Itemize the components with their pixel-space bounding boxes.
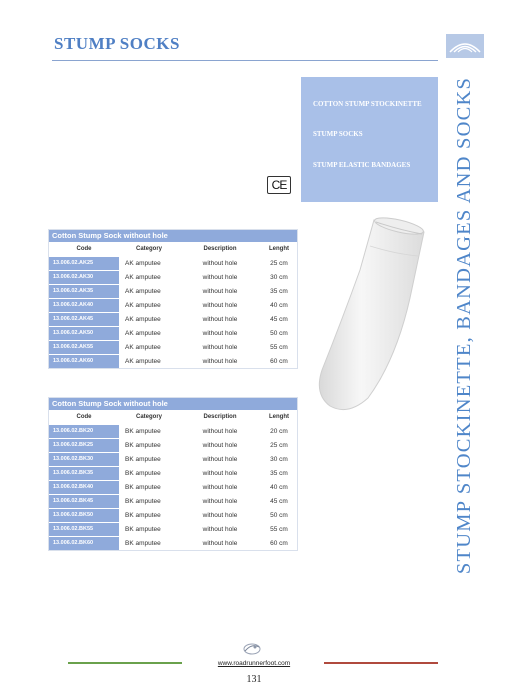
cell-length: 50 cm [270, 329, 288, 337]
cell-code: 13.006.02.BK55 [49, 523, 119, 536]
table-title: Cotton Stump Sock without hole [49, 230, 297, 242]
cell-length: 40 cm [270, 301, 288, 309]
side-title-text: STUMP STOCKINETTE, BANDAGES AND SOCKS [453, 76, 476, 574]
header-length: Lenght [269, 414, 289, 420]
cell-length: 60 cm [270, 357, 288, 365]
table-row [49, 536, 297, 550]
product-table-bk [48, 397, 298, 551]
cell-category: BK amputee [125, 441, 161, 449]
cell-code: 13.006.02.AK50 [49, 327, 119, 340]
table-row [49, 312, 297, 326]
table-row [49, 494, 297, 508]
cell-code: 13.006.02.BK30 [49, 453, 119, 466]
cell-description: without hole [202, 315, 238, 323]
cell-code: 13.006.02.BK45 [49, 495, 119, 508]
header-description: Description [203, 246, 237, 252]
cell-length: 20 cm [270, 427, 288, 435]
cell-description: without hole [202, 539, 238, 547]
table-header [49, 242, 297, 256]
cell-description: without hole [202, 329, 238, 337]
cell-category: AK amputee [125, 259, 161, 267]
cell-code: 13.006.02.AK45 [49, 313, 119, 326]
cell-description: without hole [202, 497, 238, 505]
table-row [49, 424, 297, 438]
header-description: Description [203, 414, 237, 420]
table-row [49, 326, 297, 340]
cell-length: 30 cm [270, 455, 288, 463]
menu-item-cotton-stump-stockinette[interactable]: COTTON STUMP STOCKINETTE [313, 100, 422, 108]
cell-category: AK amputee [125, 315, 161, 323]
table-row [49, 508, 297, 522]
cell-code: 13.006.02.AK30 [49, 271, 119, 284]
cell-description: without hole [202, 357, 238, 365]
cell-code: 13.006.02.AK55 [49, 341, 119, 354]
cell-length: 55 cm [270, 343, 288, 351]
header-category: Category [135, 414, 162, 420]
cell-category: AK amputee [125, 357, 161, 365]
cell-length: 45 cm [270, 497, 288, 505]
header-code: Code [76, 245, 92, 252]
cell-category: BK amputee [125, 525, 161, 533]
table-row [49, 466, 297, 480]
cell-description: without hole [202, 525, 238, 533]
cell-description: without hole [202, 455, 238, 463]
cell-category: BK amputee [125, 497, 161, 505]
header-length: Lenght [269, 246, 289, 252]
cell-category: AK amputee [125, 329, 161, 337]
footer-website-link[interactable]: www.roadrunnerfoot.com [217, 660, 291, 667]
table-row [49, 522, 297, 536]
cell-code: 13.006.02.BK60 [49, 537, 119, 550]
section-side-title [449, 65, 481, 585]
cell-code: 13.006.02.AK35 [49, 285, 119, 298]
stump-sock-image [312, 210, 432, 420]
table-row [49, 340, 297, 354]
product-table-ak [48, 229, 298, 369]
cell-length: 25 cm [270, 259, 288, 267]
cell-category: BK amputee [125, 455, 161, 463]
cell-description: without hole [202, 483, 238, 491]
menu-item-stump-elastic-bandages[interactable]: STUMP ELASTIC BANDAGES [313, 161, 411, 169]
menu-item-stump-socks[interactable]: STUMP SOCKS [313, 130, 363, 138]
cell-category: BK amputee [125, 469, 161, 477]
cell-code: 13.006.02.BK35 [49, 467, 119, 480]
cell-code: 13.006.02.BK40 [49, 481, 119, 494]
category-menu [301, 77, 438, 202]
table-row [49, 354, 297, 368]
table-row [49, 480, 297, 494]
cell-category: BK amputee [125, 539, 161, 547]
cell-description: without hole [202, 273, 238, 281]
cell-length: 35 cm [270, 287, 288, 295]
cell-category: BK amputee [125, 483, 161, 491]
cell-category: AK amputee [125, 343, 161, 351]
roadrunner-logo-icon [241, 641, 263, 656]
cell-length: 35 cm [270, 469, 288, 477]
page-title: STUMP SOCKS [54, 34, 180, 53]
cell-length: 25 cm [270, 441, 288, 449]
table-title: Cotton Stump Sock without hole [49, 398, 297, 410]
cell-category: AK amputee [125, 273, 161, 281]
cell-description: without hole [202, 287, 238, 295]
cell-description: without hole [202, 259, 238, 267]
cell-category: BK amputee [125, 427, 161, 435]
table-row [49, 270, 297, 284]
cell-code: 13.006.02.BK50 [49, 509, 119, 522]
cell-code: 13.006.02.BK25 [49, 439, 119, 452]
table-row [49, 298, 297, 312]
cell-length: 50 cm [270, 511, 288, 519]
cell-category: BK amputee [125, 511, 161, 519]
cell-description: without hole [202, 427, 238, 435]
cell-code: 13.006.02.BK20 [49, 425, 119, 438]
cell-category: AK amputee [125, 287, 161, 295]
ce-mark-icon: CE [267, 176, 291, 194]
cell-description: without hole [202, 469, 238, 477]
cell-description: without hole [202, 511, 238, 519]
table-row [49, 452, 297, 466]
cell-code: 13.006.02.AK40 [49, 299, 119, 312]
table-row [49, 284, 297, 298]
cell-description: without hole [202, 441, 238, 449]
cell-category: AK amputee [125, 301, 161, 309]
cell-length: 60 cm [270, 539, 288, 547]
header-code: Code [76, 413, 92, 420]
table-header [49, 410, 297, 424]
page-number: 131 [246, 674, 262, 685]
cell-length: 30 cm [270, 273, 288, 281]
table-row [49, 438, 297, 452]
title-divider [52, 60, 438, 61]
cell-code: 13.006.02.AK25 [49, 257, 119, 270]
cell-length: 45 cm [270, 315, 288, 323]
cell-description: without hole [202, 343, 238, 351]
cell-code: 13.006.02.AK60 [49, 355, 119, 368]
cell-length: 40 cm [270, 483, 288, 491]
cell-description: without hole [202, 301, 238, 309]
header-category: Category [135, 246, 162, 252]
brand-wave-icon [446, 34, 484, 58]
cell-length: 55 cm [270, 525, 288, 533]
table-row [49, 256, 297, 270]
